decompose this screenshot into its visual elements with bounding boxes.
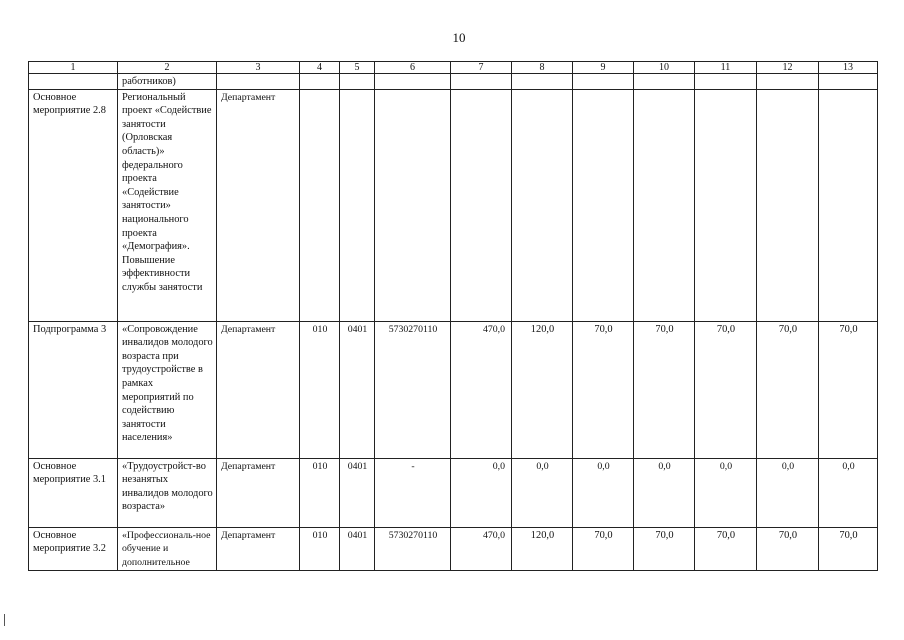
column-header: 12 <box>757 62 819 74</box>
cell-grbs: 010 <box>300 527 340 570</box>
cell-total: 470,0 <box>451 321 512 458</box>
column-header: 1 <box>29 62 118 74</box>
cell-year: 70,0 <box>634 527 695 570</box>
cell-program <box>29 74 118 90</box>
cell-rzpr <box>340 89 375 321</box>
column-header: 4 <box>300 62 340 74</box>
cell-executor: Департамент <box>217 458 300 527</box>
cell-year <box>757 89 819 321</box>
column-header: 3 <box>217 62 300 74</box>
table-row-continuation <box>29 74 878 90</box>
cell-year: 0,0 <box>695 458 757 527</box>
table-row <box>29 527 878 570</box>
cell-grbs <box>300 89 340 321</box>
cell-program: Основное мероприятие 3.2 <box>29 527 118 570</box>
cell-csr: 5730270110 <box>375 321 451 458</box>
cell-rzpr: 0401 <box>340 458 375 527</box>
cell-total: 0,0 <box>451 458 512 527</box>
cell-year <box>695 89 757 321</box>
cell-executor <box>217 74 300 90</box>
cell-year <box>512 89 573 321</box>
table-row <box>29 89 878 321</box>
column-header: 6 <box>375 62 451 74</box>
cell-year: 70,0 <box>757 321 819 458</box>
cell-year: 0,0 <box>819 458 878 527</box>
cell-program: Подпрограмма 3 <box>29 321 118 458</box>
cell-total <box>451 89 512 321</box>
page-number: 10 <box>452 30 466 45</box>
cell-year: 0,0 <box>634 458 695 527</box>
cell-rzpr: 0401 <box>340 527 375 570</box>
cell-year: 70,0 <box>573 321 634 458</box>
cell-csr <box>375 89 451 321</box>
cell-description: работников) <box>118 74 217 90</box>
cell-total: 470,0 <box>451 527 512 570</box>
cell-description: «Трудоустройст-во незанятых инвалидов молодого возраста» <box>118 458 217 527</box>
cell-year: 70,0 <box>634 321 695 458</box>
table-row <box>29 458 878 527</box>
column-header: 11 <box>695 62 757 74</box>
cell-year <box>634 89 695 321</box>
cell-year <box>573 89 634 321</box>
column-header: 13 <box>819 62 878 74</box>
cell-year: 0,0 <box>573 458 634 527</box>
cell-description: «Сопровождение инвалидов молодого возраста при трудоустройстве в рамках мероприятий по содействию занятости населения» <box>118 321 217 458</box>
cell-executor: Департамент <box>217 321 300 458</box>
cell-description: Региональный проект «Содействие занятости (Орловская область)» федерального проекта «Содействие занятости» национального проекта «Демография». Повышение эффективности службы занятости <box>118 89 217 321</box>
cell-year <box>819 89 878 321</box>
cell-description: «Профессиональ-ное обучение и дополнительное <box>118 527 217 570</box>
cell-grbs: 010 <box>300 321 340 458</box>
cell-rzpr: 0401 <box>340 321 375 458</box>
table-row <box>29 321 878 458</box>
column-header: 10 <box>634 62 695 74</box>
cell-executor: Департамент <box>217 527 300 570</box>
cell-year: 70,0 <box>695 321 757 458</box>
column-header: 8 <box>512 62 573 74</box>
column-number-row <box>29 62 878 74</box>
cell-year: 0,0 <box>512 458 573 527</box>
cell-year: 70,0 <box>573 527 634 570</box>
cell-year: 120,0 <box>512 321 573 458</box>
cell-year: 70,0 <box>757 527 819 570</box>
cell-year: 70,0 <box>819 527 878 570</box>
cell-year: 70,0 <box>695 527 757 570</box>
cell-program: Основное мероприятие 2.8 <box>29 89 118 321</box>
column-header: 2 <box>118 62 217 74</box>
cell-grbs: 010 <box>300 458 340 527</box>
cell-csr: 5730270110 <box>375 527 451 570</box>
cell-year: 0,0 <box>757 458 819 527</box>
cell-year: 120,0 <box>512 527 573 570</box>
budget-table <box>28 61 878 571</box>
column-header: 9 <box>573 62 634 74</box>
column-header: 5 <box>340 62 375 74</box>
cell-csr: - <box>375 458 451 527</box>
cell-program: Основное мероприятие 3.1 <box>29 458 118 527</box>
scan-edge-mark <box>4 614 5 626</box>
column-header: 7 <box>451 62 512 74</box>
cell-year: 70,0 <box>819 321 878 458</box>
cell-executor: Департамент <box>217 89 300 321</box>
